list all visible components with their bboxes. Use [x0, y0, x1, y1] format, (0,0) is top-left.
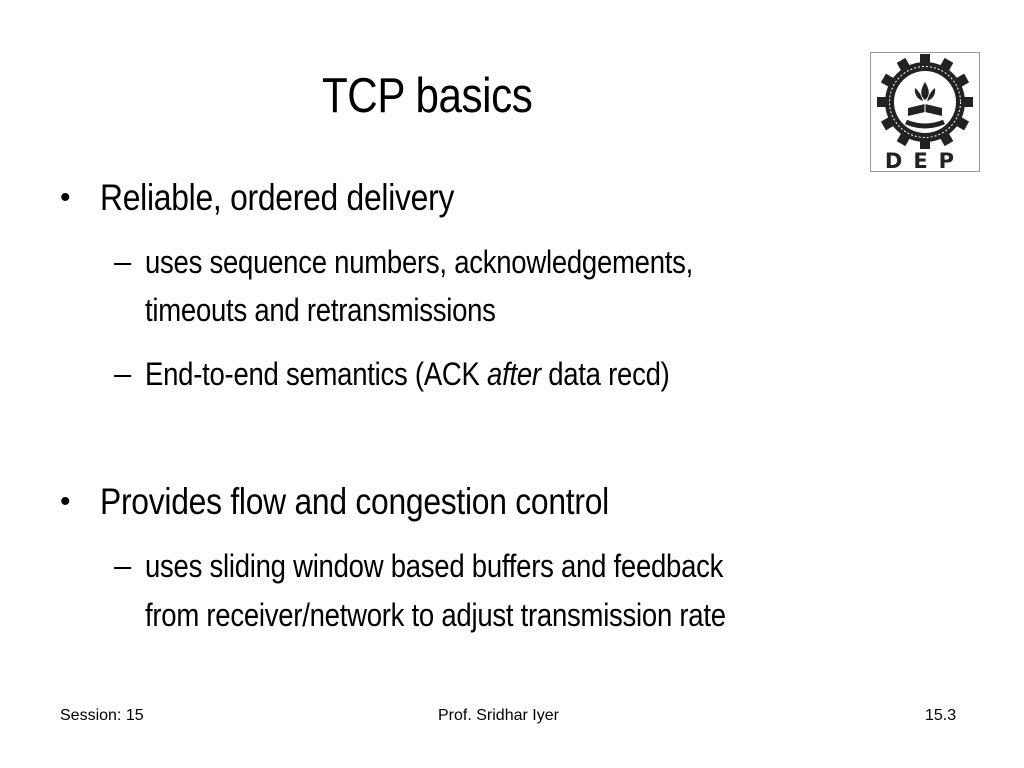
footer-slide-number: 15.3 — [925, 707, 957, 724]
sub-bullet-marker: – — [114, 548, 132, 583]
sub-bullet-sequence-numbers-line-1: uses sequence numbers, acknowledgements, — [145, 244, 694, 280]
end-to-end-text-after: data recd) — [540, 356, 670, 392]
slide-title: TCP basics — [322, 69, 533, 123]
bullet-flow-and-congestion-control: Provides flow and congestion control — [100, 481, 609, 522]
sub-bullet-end-to-end-semantics — [145, 354, 670, 394]
after-emphasis: after — [487, 356, 541, 392]
dep-logo — [870, 52, 980, 172]
sub-bullet-sliding-window-line-1: uses sliding window based buffers and feedback — [145, 548, 724, 584]
bullet-marker: • — [60, 181, 71, 214]
footer-presenter: Prof. Sridhar Iyer — [438, 707, 559, 724]
bullet-reliable-ordered-delivery: Reliable, ordered delivery — [100, 177, 455, 218]
sub-bullet-sliding-window-line-2: from receiver/network to adjust transmission rate — [145, 597, 726, 633]
bullet-marker: • — [60, 485, 71, 518]
sub-bullet-sequence-numbers-line-2: timeouts and retransmissions — [145, 292, 496, 328]
sub-bullet-marker: – — [114, 244, 132, 279]
sub-bullet-marker: – — [114, 356, 132, 391]
footer-session: Session: 15 — [60, 707, 144, 724]
end-to-end-text-before: End-to-end semantics (ACK — [145, 356, 488, 392]
dep-emblem-icon — [870, 52, 980, 172]
dep-logo-text: DEP — [884, 149, 966, 172]
